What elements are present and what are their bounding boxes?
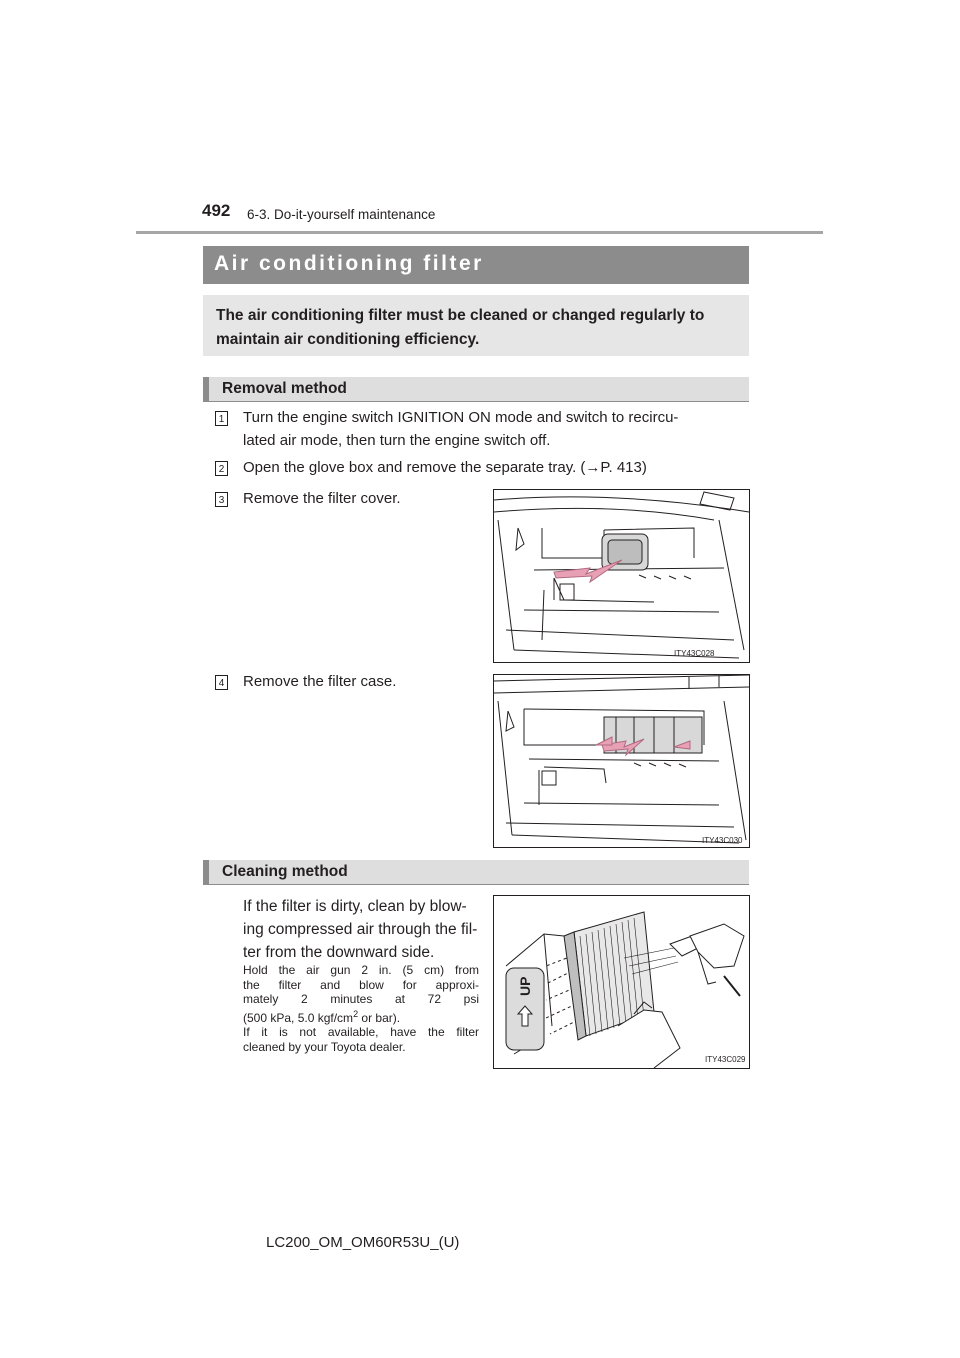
cleaning-text-line: If the filter is dirty, clean by blow- bbox=[243, 898, 467, 915]
removal-heading: Removal method bbox=[222, 380, 347, 397]
note-superscript: 2 bbox=[353, 1008, 359, 1019]
step-1-line-1: Turn the engine switch IGNITION ON mode and switch to recircu- bbox=[243, 409, 679, 426]
note-line-unit bbox=[243, 1007, 479, 1026]
step-4-text: Remove the filter case. bbox=[243, 673, 397, 690]
header-rule bbox=[136, 231, 823, 234]
cleaning-illustration bbox=[494, 896, 749, 1068]
page-ref-arrow: → bbox=[585, 459, 601, 476]
figure-code: ITY43C029 bbox=[705, 1055, 746, 1064]
section-title: 6-3. Do-it-yourself maintenance bbox=[247, 207, 436, 222]
footer-doc-code: LC200_OM_OM60R53U_(U) bbox=[266, 1234, 460, 1251]
step-number: 2 bbox=[215, 461, 228, 476]
note-line: mately 2 minutes at 72 psi bbox=[243, 992, 479, 1006]
filter-cover-figure bbox=[493, 489, 750, 663]
note-line: cleaned by your Toyota dealer. bbox=[243, 1039, 406, 1054]
cleaning-figure bbox=[493, 895, 750, 1069]
note-line: the filter and blow for approxi- bbox=[243, 977, 479, 992]
cleaning-heading-rule bbox=[203, 884, 749, 885]
cleaning-text-line: ing compressed air through the fil- bbox=[243, 921, 478, 938]
step-number: 4 bbox=[215, 675, 228, 690]
step-2-text-main: Open the glove box and remove the separate tray. ( bbox=[243, 459, 586, 476]
note-line: Hold the air gun 2 in. (5 cm) from bbox=[243, 963, 479, 977]
figure-code: ITY43C028 bbox=[674, 649, 715, 658]
cleaning-heading: Cleaning method bbox=[222, 863, 348, 880]
note-unit-text: (500 kPa, 5.0 kgf/cm bbox=[243, 1010, 354, 1025]
step-number: 3 bbox=[215, 492, 228, 507]
step-1-line-2: lated air mode, then turn the engine switch off. bbox=[243, 432, 551, 449]
step-2-text bbox=[243, 457, 647, 479]
intro-text: The air conditioning filter must be cleaned or changed regularly to maintain air conditioning efficiency. bbox=[216, 307, 705, 348]
step-3-text: Remove the filter cover. bbox=[243, 490, 401, 507]
cleaning-text bbox=[243, 895, 477, 964]
page-number: 492 bbox=[202, 201, 231, 220]
figure-code: ITY43C030 bbox=[702, 836, 743, 845]
cleaning-text-line: ter from the downward side. bbox=[243, 944, 435, 961]
page-ref: P. 413) bbox=[600, 459, 647, 476]
note-unit-tail: or bar). bbox=[358, 1010, 401, 1025]
filter-cover-illustration bbox=[494, 490, 749, 662]
filter-case-illustration bbox=[494, 675, 749, 847]
up-label: UP bbox=[517, 976, 533, 996]
filter-case-figure bbox=[493, 674, 750, 848]
cleaning-note bbox=[243, 963, 479, 1054]
page-title: Air conditioning filter bbox=[214, 252, 484, 275]
note-line: If it is not available, have the filter bbox=[243, 1025, 479, 1039]
step-number: 1 bbox=[215, 411, 228, 426]
removal-heading-rule bbox=[203, 401, 749, 402]
